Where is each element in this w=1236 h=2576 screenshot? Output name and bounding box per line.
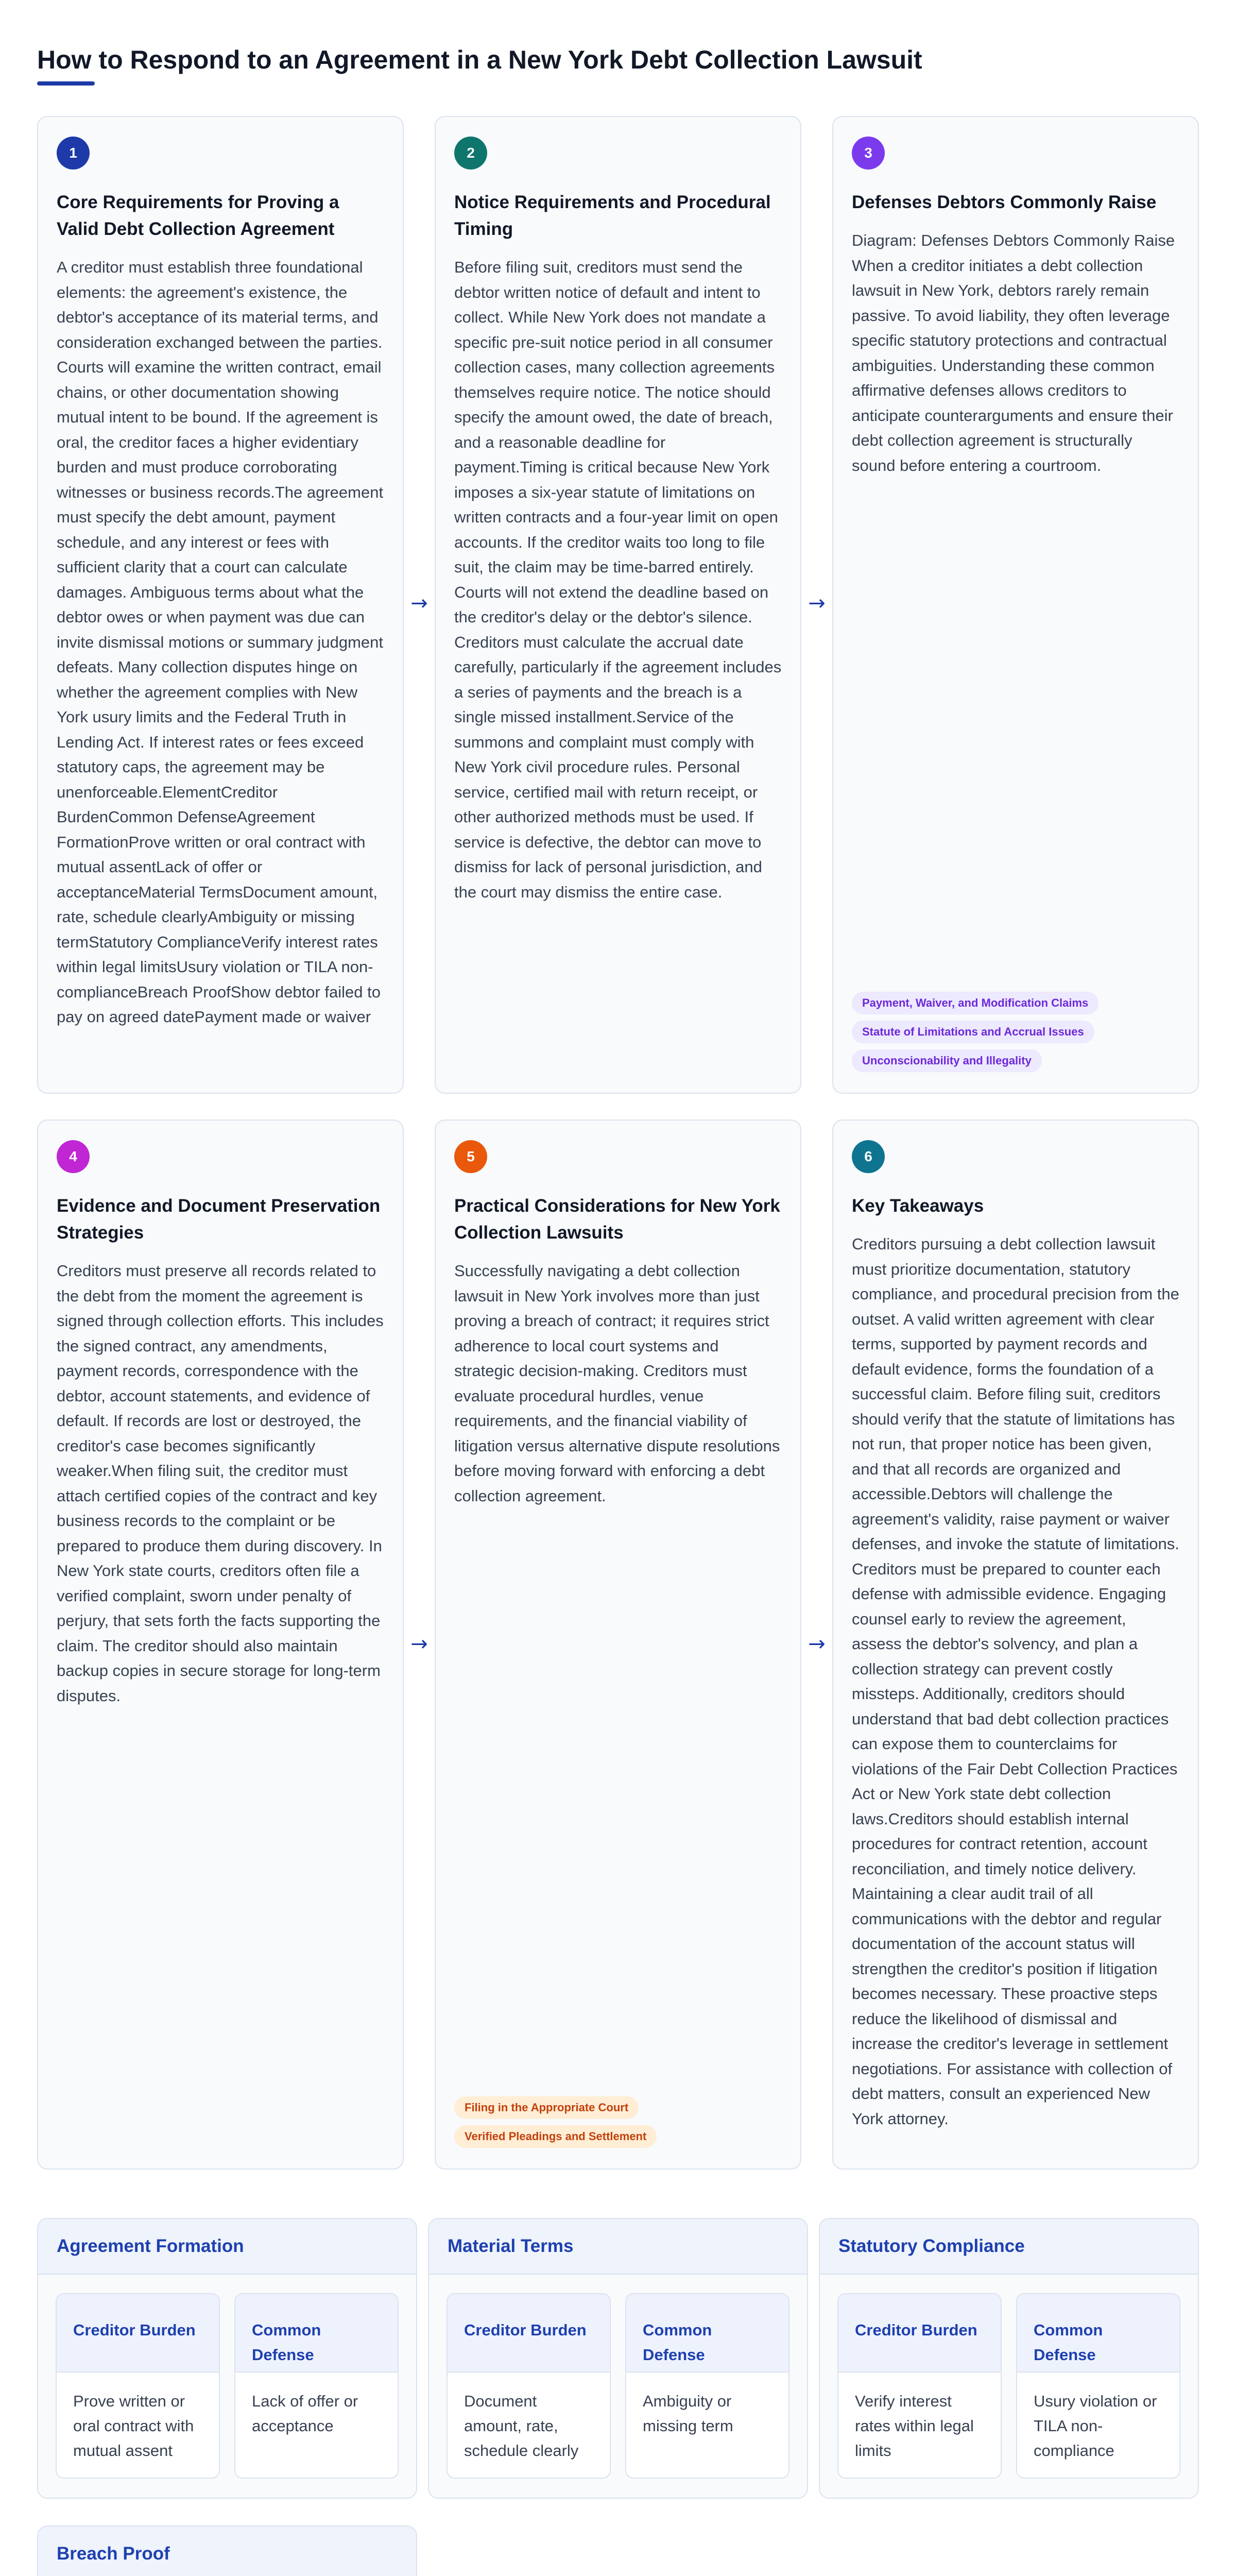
topic-tag: Unconscionability and Illegality xyxy=(852,1049,1042,1072)
topic-tag: Statute of Limitations and Accrual Issues xyxy=(852,1021,1094,1043)
step-heading: Evidence and Document Preservation Strategies xyxy=(57,1196,381,1243)
step-heading: Practical Considerations for New York Collection Lawsuits xyxy=(454,1196,780,1243)
step-tags xyxy=(852,986,1098,1072)
common-defense-text: Usury violation or TILA non-compliance xyxy=(1034,2392,1157,2460)
flow-arrow-icon: → xyxy=(410,591,428,615)
matrix-element-title: Statutory Compliance xyxy=(820,2219,1198,2275)
step-body: Before filing suit, creditors must send the debtor written notice of default and intent to collect. While New York does not mandate a specific pre-suit notice period in all consumer collection cases, many collection agreements themselves require notice. The notice should specify the amount owed, the date of breach, and a reasonable deadline for payment.Timing is critical because New York imposes a six-year statute of limitations on written contracts and a four-year limit on open accounts. If the creditor waits too long to file suit, the claim may be time-barred entirely. Courts will not extend the deadline based on the creditor's delay or the debtor's silence. Creditors must calculate the accrual date carefully, particularly if the agreement includes a series of payments and the breach is a single missed installment.Service of the summons and complaint must comply with New York civil procedure rules. Personal service, certified mail with return receipt, or other authorized methods must be used. If service is defective, the debtor can move to dismiss for lack of personal jurisdiction, and the court may dismiss the entire case. xyxy=(454,258,782,901)
page-title: How to Respond to an Agreement in a New York Debt Collection Lawsuit xyxy=(37,45,922,74)
step-number-badge: 1 xyxy=(57,137,90,170)
step-number-badge: 5 xyxy=(454,1140,487,1173)
creditor-burden-text: Document amount, rate, schedule clearly xyxy=(464,2392,579,2460)
step-card-3 xyxy=(832,116,1199,1094)
common-defense-text: Ambiguity or missing term xyxy=(643,2392,733,2435)
creditor-burden-cell xyxy=(56,2293,220,2479)
flow-arrow-icon: → xyxy=(410,1632,428,1656)
matrix-panel-body xyxy=(820,2275,1198,2497)
creditor-burden-label: Creditor Burden xyxy=(838,2294,1001,2372)
step-heading: Core Requirements for Proving a Valid Debt Collection Agreement xyxy=(57,192,339,239)
common-defense-label: Common Defense xyxy=(626,2294,788,2372)
creditor-burden-label: Creditor Burden xyxy=(57,2294,219,2372)
topic-tag: Payment, Waiver, and Modification Claims xyxy=(852,992,1098,1014)
common-defense-text: Lack of offer or acceptance xyxy=(252,2392,358,2435)
step-body: Successfully navigating a debt collection lawsuit in New York involves more than just proving a breach of contract; it requires strict adherence to local court systems and strategic decision-making. Creditors must evaluate procedural hurdles, venue requirements, and the financial viability of litigation versus alternative dispute resolutions before moving forward with enforcing a debt collection agreement. xyxy=(454,1262,780,1505)
step-body: Creditors must preserve all records related to the debt from the moment the agreement is signed through collection efforts. This includes the signed contract, any amendments, payment records, correspondence with the debtor, account statements, and evidence of default. If records are lost or destroyed, the creditor's case becomes significantly weaker.When filing suit, the creditor must attach certified copies of the contract and key business records to the complaint or be prepared to produce them during discovery. In New York state courts, creditors often file a verified complaint, sworn under penalty of perjury, that sets forth the facts supporting the claim. The creditor should also maintain backup copies in secure storage for long-term disputes. xyxy=(57,1262,384,1705)
step-body: Creditors pursuing a debt collection lawsuit must prioritize documentation, statutory compliance, and procedural precision from the outset. A valid written agreement with clear terms, supported by payment records and default evidence, forms the foundation of a successful claim. Before filing suit, creditors should verify that the statute of limitations has not run, that proper notice has been given, and that all records are organized and accessible.Debtors will challenge the agreement's validity, raise payment or waiver defenses, and invoke the statute of limitations. Creditors must be prepared to counter each defense with admissible evidence. Engaging counsel early to review the agreement, assess the debtor's solvency, and plan a collection strategy can prevent costly missteps. Additionally, creditors should understand that bad debt collection practices can expose them to counterclaims for violations of the Fair Debt Collection Practices Act or New York state debt collection laws.Creditors should establish internal procedures for contract retention, account reconciliation, and timely notice delivery. Maintaining a clear audit trail of all communications with the debtor and regular documentation of the account status will strengthen the creditor's position if litigation becomes necessary. These proactive steps reduce the likelihood of dismissal and increase the creditor's leverage in settlement negotiations. For assistance with collection of debt matters, consult an experienced New York attorney. xyxy=(852,1235,1179,2128)
creditor-burden-cell xyxy=(837,2293,1002,2479)
common-defense-cell xyxy=(1016,2293,1180,2479)
common-defense-label: Common Defense xyxy=(235,2294,398,2372)
creditor-burden-cell xyxy=(447,2293,611,2479)
matrix-panel xyxy=(37,2526,417,2576)
matrix-element-title: Material Terms xyxy=(429,2219,807,2275)
step-tags xyxy=(454,2090,657,2148)
step-heading: Defenses Debtors Commonly Raise xyxy=(852,192,1157,212)
step-card-4 xyxy=(37,1120,404,2170)
common-defense-cell xyxy=(625,2293,789,2479)
matrix-panel xyxy=(819,2218,1199,2499)
element-matrix xyxy=(37,2218,1199,2576)
step-card-2 xyxy=(435,116,801,1094)
common-defense-label: Common Defense xyxy=(1017,2294,1179,2372)
step-card-6 xyxy=(832,1120,1199,2170)
matrix-element-title: Breach Proof xyxy=(38,2527,416,2576)
matrix-panel-body xyxy=(429,2275,807,2497)
matrix-panel xyxy=(428,2218,808,2499)
step-number-badge: 3 xyxy=(852,137,885,170)
creditor-burden-text: Prove written or oral contract with mutual assent xyxy=(73,2392,194,2460)
topic-tag: Filing in the Appropriate Court xyxy=(454,2096,639,2119)
step-number-badge: 6 xyxy=(852,1140,885,1173)
steps-grid xyxy=(37,116,1199,2170)
flow-arrow-icon: → xyxy=(808,1632,826,1656)
flow-arrow-icon: → xyxy=(808,591,826,615)
step-body: Diagram: Defenses Debtors Commonly Raise When a creditor initiates a debt collection lawsuit in New York, debtors rarely remain passive. To avoid liability, they often leverage specific statutory protections and contractual ambiguities. Understanding these common affirmative defenses allows creditors to anticipate counterarguments and ensure their debt collection agreement is structurally sound before entering a courtroom. xyxy=(852,231,1175,474)
matrix-panel xyxy=(37,2218,417,2499)
step-heading: Key Takeaways xyxy=(852,1196,984,1216)
step-card-1 xyxy=(37,116,404,1094)
topic-tag: Verified Pleadings and Settlement xyxy=(454,2125,657,2148)
step-body: A creditor must establish three foundational elements: the agreement's existence, the debtor's acceptance of its material terms, and consideration exchanged between the parties. Courts will examine the written contract, email chains, or other documentation showing mutual intent to be bound. If the agreement is oral, the creditor faces a higher evidentiary burden and must produce corroborating witnesses or business records.The agreement must specify the debt amount, payment schedule, and any interest or fees with sufficient clarity that a court can calculate damages. Ambiguous terms about what the debtor owes or when payment was due can invite dismissal motions or summary judgment defeats. Many collection disputes hinge on whether the agreement complies with New York usury limits and the Federal Truth in Lending Act. If interest rates or fees exceed statutory caps, the agreement may be unenforceable.ElementCreditor BurdenCommon DefenseAgreement FormationProve written or oral contract with mutual assentLack of offer or acceptanceMaterial TermsDocument amount, rate, schedule clearlyAmbiguity or missing termStatutory ComplianceVerify interest rates within legal limitsUsury violation or TILA non-complianceBreach ProofShow debtor failed to pay on agreed datePayment made or waiver xyxy=(57,258,384,1026)
matrix-panel-body xyxy=(38,2275,416,2497)
step-heading: Notice Requirements and Procedural Timing xyxy=(454,192,771,239)
creditor-burden-label: Creditor Burden xyxy=(448,2294,610,2372)
matrix-element-title: Agreement Formation xyxy=(38,2219,416,2275)
title-underline xyxy=(37,81,95,86)
creditor-burden-text: Verify interest rates within legal limits xyxy=(855,2392,974,2460)
step-card-5 xyxy=(435,1120,801,2170)
step-number-badge: 4 xyxy=(57,1140,90,1173)
common-defense-cell xyxy=(234,2293,399,2479)
step-number-badge: 2 xyxy=(454,137,487,170)
